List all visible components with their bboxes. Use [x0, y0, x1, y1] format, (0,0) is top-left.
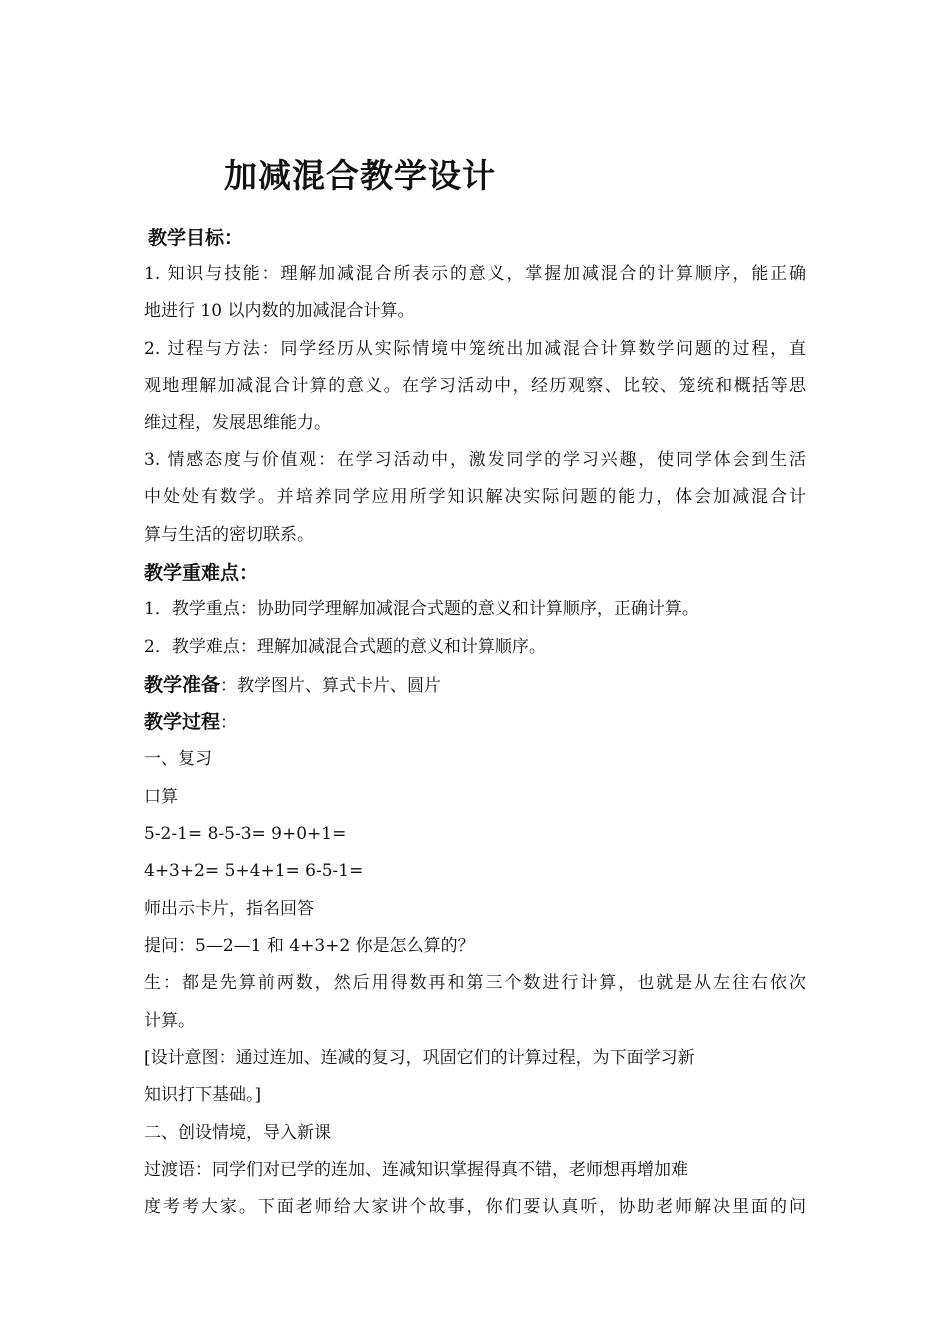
objective-1-line-2: 地进行 10 以内数的加减混合计算。	[144, 301, 415, 321]
oral-calc-label: 口算	[144, 787, 178, 807]
intent-line-1: [设计意图：通过连加、连减的复习，巩固它们的计算过程，为下面学习新	[144, 1048, 695, 1068]
calc-row-2: 4+3+2= 5+4+1= 6-5-1=	[144, 861, 364, 881]
objective-1-line-1: 1. 知识与技能：理解加减混合所表示的意义，掌握加减混合的计算顺序，能正确	[144, 264, 806, 284]
transition-line-1: 过渡语：同学们对已学的连加、连减知识掌握得真不错，老师想再增加难	[144, 1160, 688, 1180]
objective-2-line-1: 2. 过程与方法：同学经历从实际情境中笼统出加减混合计算数学问题的过程，直	[144, 339, 806, 359]
teacher-cards-line: 师出示卡片，指名回答	[144, 899, 314, 919]
objective-2-line-2: 观地理解加减混合计算的意义。在学习活动中，经历观察、比较、笼统和概括等思	[144, 376, 806, 396]
question-line: 提问：5—2—1 和 4+3+2 你是怎么算的？	[144, 936, 475, 956]
process-heading: 教学过程	[144, 711, 221, 733]
keypoint-1: 1．教学重点：协助同学理解加减混合式题的意义和计算顺序，正确计算。	[144, 599, 699, 619]
preparation-line	[144, 673, 441, 698]
preparation-text: ：教学图片、算式卡片、圆片	[220, 676, 442, 696]
objectives-heading: 教学目标：	[148, 227, 244, 249]
keypoints-heading: 教学重难点：	[144, 562, 259, 584]
objective-3-line-1: 3. 情感态度与价值观：在学习活动中，激发同学的学习兴趣，使同学体会到生活	[144, 450, 806, 470]
keypoint-2: 2．教学难点：理解加减混合式题的意义和计算顺序。	[144, 637, 546, 657]
objective-3-line-3: 算与生活的密切联系。	[144, 525, 314, 545]
student-answer-line-2: 计算。	[144, 1011, 195, 1031]
objective-2-line-3: 维过程，发展思维能力。	[144, 413, 331, 433]
objective-3-line-2: 中处处有数学。并培养同学应用所学知识解决实际问题的能力，体会加减混合计	[144, 487, 806, 507]
preparation-heading: 教学准备	[144, 674, 221, 696]
process-colon: ：	[220, 713, 238, 733]
calc-row-1: 5-2-1= 8-5-3= 9+0+1=	[144, 824, 347, 844]
section-2-heading: 二、创设情境，导入新课	[144, 1123, 331, 1143]
intent-line-2: 知识打下基础。]	[144, 1085, 262, 1105]
transition-line-2: 度考考大家。下面老师给大家讲个故事，你们要认真听，协助老师解决里面的问	[144, 1197, 806, 1217]
review-heading: 一、复习	[144, 749, 212, 769]
process-line	[144, 710, 237, 735]
student-answer-line-1: 生：都是先算前两数，然后用得数再和第三个数进行计算，也就是从左往右依次	[144, 973, 806, 993]
document-title: 加减混合教学设计	[224, 156, 496, 195]
